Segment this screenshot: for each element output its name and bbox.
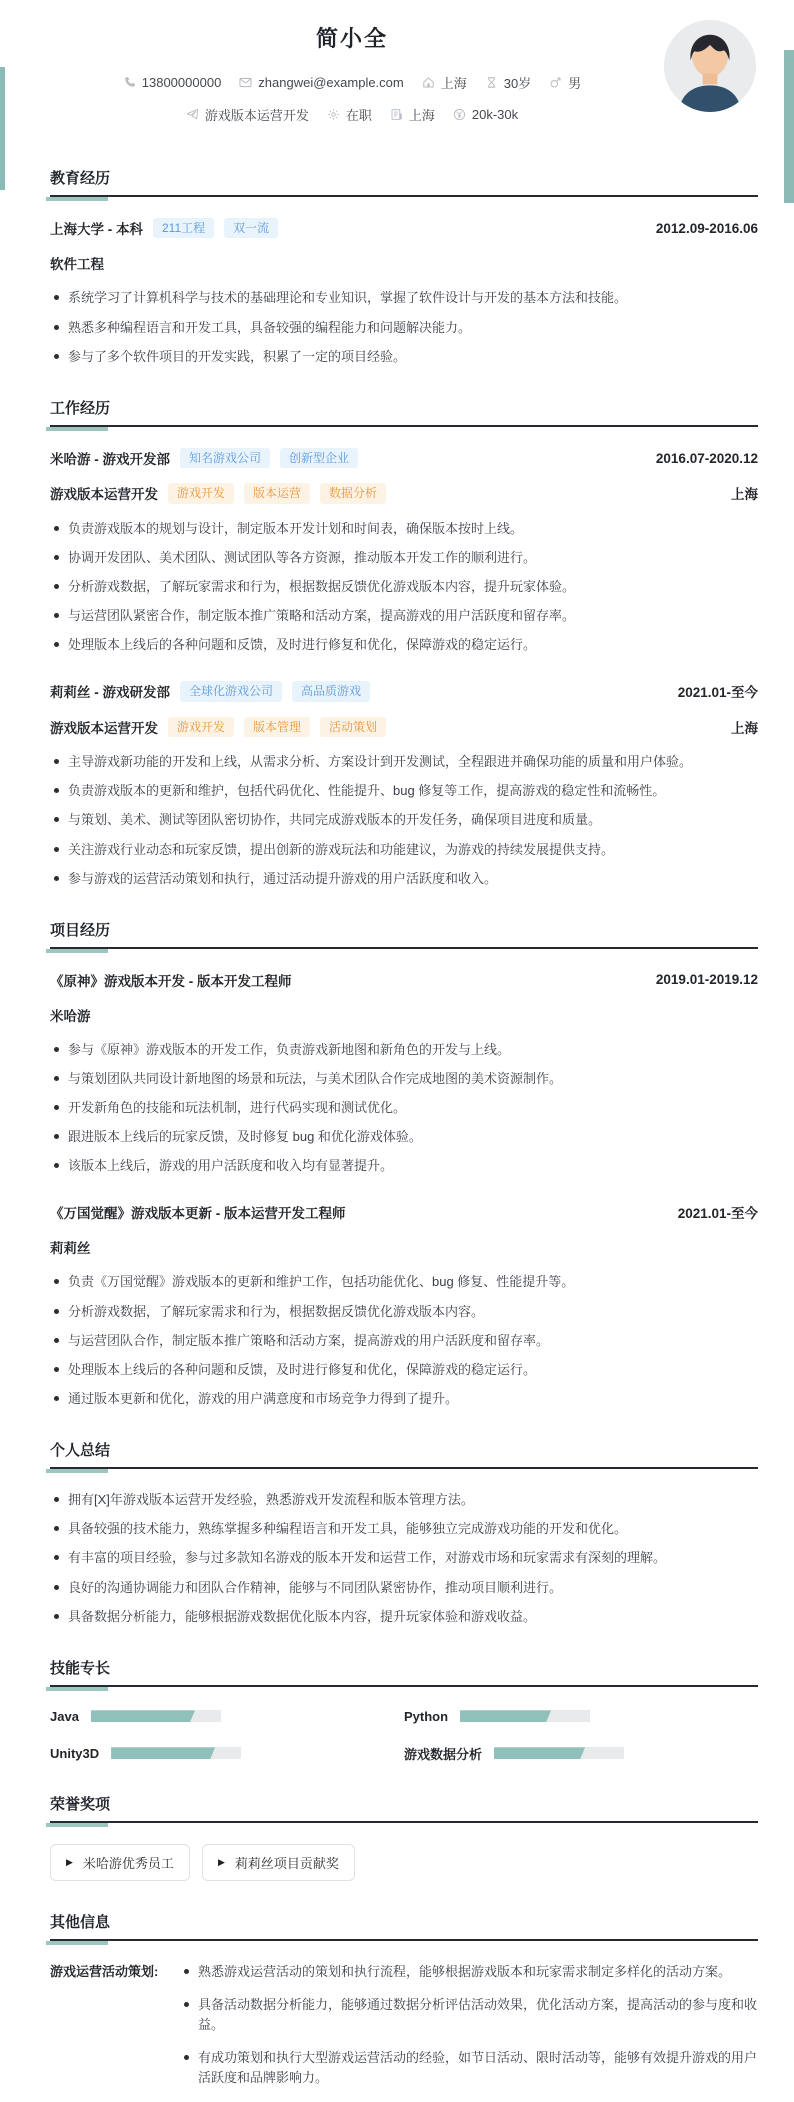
play-triangle-icon: ▶ <box>217 1856 225 1867</box>
role-tag: 版本运营 <box>244 483 310 503</box>
skill-item <box>404 1709 758 1724</box>
work-location: 上海 <box>731 720 758 736</box>
project-date: 2021.01-至今 <box>677 1206 758 1222</box>
work-entry <box>50 681 758 888</box>
project-company: 米哈游 <box>50 1008 91 1024</box>
company-tag: 知名游戏公司 <box>180 448 270 468</box>
bullet-item: 系统学习了计算机科学与技术的基础理论和专业知识，掌握了软件设计与开发的基本方法和技能。 <box>50 288 758 308</box>
skill-name: Python <box>404 1708 449 1724</box>
section-title: 项目经历 <box>50 921 111 939</box>
education-date: 2012.09-2016.06 <box>655 220 758 236</box>
bullet-item: 负责游戏版本的规划与设计，制定版本开发计划和时间表，确保版本按时上线。 <box>50 519 758 539</box>
skill-item <box>50 1744 404 1763</box>
bullet-item: 良好的沟通协调能力和团队合作精神，能够与不同团队紧密协作，推动项目顺利进行。 <box>50 1578 758 1598</box>
skill-name: Unity3D <box>50 1745 100 1761</box>
role-tag: 游戏开发 <box>168 483 234 503</box>
contact-phone: 13800000000 <box>123 75 222 90</box>
work-date: 2016.07-2020.12 <box>655 450 758 466</box>
resume-header <box>50 12 758 137</box>
city-icon <box>390 108 403 121</box>
honor-chip[interactable] <box>202 1844 355 1881</box>
header-main <box>50 12 654 137</box>
salary-icon <box>453 108 466 121</box>
project-bullets <box>50 1040 758 1177</box>
section-title: 教育经历 <box>50 170 111 187</box>
page-edge-accent-left <box>0 67 5 190</box>
project-date: 2019.01-2019.12 <box>655 972 758 988</box>
school-name: 上海大学 - 本科 <box>50 222 143 238</box>
education-bullets <box>50 288 758 366</box>
bullet-item: 关注游戏行业动态和玩家反馈，提出创新的游戏玩法和功能建议，为游戏的持续发展提供支持。 <box>50 840 758 860</box>
major-name: 软件工程 <box>50 257 104 273</box>
bullet-item: 熟悉多种编程语言和开发工具，具备较强的编程能力和问题解决能力。 <box>50 318 758 338</box>
bullet-item: 协调开发团队、美术团队、测试团队等各方资源，推动版本开发工作的顺利进行。 <box>50 548 758 568</box>
role-tag: 数据分析 <box>320 483 386 503</box>
bullet-item: 与运营团队紧密合作，制定版本推广策略和活动方案，提高游戏的用户活跃度和留存率。 <box>50 606 758 626</box>
avatar <box>664 20 756 112</box>
role-name: 游戏版本运营开发 <box>50 487 158 503</box>
bullet-item: 负责《万国觉醒》游戏版本的更新和维护工作，包括功能优化、bug 修复、性能提升等。 <box>50 1272 758 1292</box>
project-name: 《原神》游戏版本开发 - 版本开发工程师 <box>50 973 292 989</box>
mail-icon <box>239 76 252 89</box>
contact-gender: 男 <box>549 73 581 92</box>
skill-bar-track <box>91 1710 221 1722</box>
company-name: 莉莉丝 - 游戏研发部 <box>50 685 170 701</box>
bullet-item: 参与《原神》游戏版本的开发工作，负责游戏新地图和新角色的开发与上线。 <box>50 1040 758 1060</box>
section-head-skills <box>50 1657 758 1687</box>
bullet-item: 该版本上线后，游戏的用户活跃度和收入均有显著提升。 <box>50 1156 758 1176</box>
project-name: 《万国觉醒》游戏版本更新 - 版本运营开发工程师 <box>50 1206 346 1222</box>
section-head-other <box>50 1911 758 1941</box>
section-title: 个人总结 <box>50 1442 111 1460</box>
home-icon <box>422 76 435 89</box>
bullet-item: 分析游戏数据，了解玩家需求和行为，根据数据反馈优化游戏版本内容。 <box>50 1302 758 1322</box>
section-work <box>50 397 758 889</box>
phone-icon <box>123 76 136 89</box>
role-name: 游戏版本运营开发 <box>50 720 158 736</box>
project-entry <box>50 1202 758 1409</box>
section-head-work <box>50 397 758 427</box>
school-tag: 双一流 <box>224 218 278 238</box>
project-bullets <box>50 1272 758 1409</box>
company-tag: 高品质游戏 <box>292 681 370 701</box>
section-head-projects <box>50 919 758 949</box>
bullet-item: 参与游戏的运营活动策划和执行，通过活动提升游戏的用户活跃度和收入。 <box>50 869 758 889</box>
job-intention-icon <box>186 108 199 121</box>
contact-age: 30岁 <box>485 73 531 92</box>
section-projects <box>50 919 758 1409</box>
bullet-item: 与运营团队合作，制定版本推广策略和活动方案，提高游戏的用户活跃度和留存率。 <box>50 1331 758 1351</box>
section-summary <box>50 1439 758 1627</box>
section-head-summary <box>50 1439 758 1469</box>
section-head-honors <box>50 1793 758 1823</box>
skills-grid <box>50 1709 758 1763</box>
bullet-item: 具备数据分析能力，能够根据游戏数据优化版本内容，提升玩家体验和游戏收益。 <box>50 1607 758 1627</box>
skill-bar-fill <box>91 1710 195 1722</box>
skill-bar-track <box>460 1710 590 1722</box>
bullet-item: 有成功策划和执行大型游戏运营活动的经验，如节日活动、限时活动等，能够有效提升游戏的用户活跃度和品牌影响力。 <box>180 2048 758 2088</box>
bullet-item: 跟进版本上线后的玩家反馈，及时修复 bug 和优化游戏体验。 <box>50 1127 758 1147</box>
bullet-item: 与策划、美术、测试等团队密切协作，共同完成游戏版本的开发任务，确保项目进度和质量。 <box>50 810 758 830</box>
section-title: 技能专长 <box>50 1659 111 1677</box>
bullet-item: 负责游戏版本的更新和维护，包括代码优化、性能提升、bug 修复等工作，提高游戏的稳定性和流畅性。 <box>50 781 758 801</box>
skill-bar-fill <box>494 1747 585 1759</box>
skill-bar-track <box>494 1747 624 1759</box>
gender-icon <box>549 76 562 89</box>
contact-city: 上海 <box>390 105 435 124</box>
bullet-item: 参与了多个软件项目的开发实践，积累了一定的项目经验。 <box>50 347 758 367</box>
project-company: 莉莉丝 <box>50 1241 91 1257</box>
page-edge-accent-right <box>784 50 794 203</box>
bullet-item: 开发新角色的技能和玩法机制，进行代码实现和测试优化。 <box>50 1098 758 1118</box>
bullet-item: 处理版本上线后的各种问题和反馈，及时进行修复和优化，保障游戏的稳定运行。 <box>50 1360 758 1380</box>
project-entry <box>50 970 758 1177</box>
age-icon <box>485 76 498 89</box>
skill-bar-track <box>111 1747 241 1759</box>
education-entry <box>50 218 758 367</box>
candidate-name: 简小全 <box>315 26 388 51</box>
section-skills <box>50 1657 758 1763</box>
section-title: 荣誉奖项 <box>50 1795 111 1813</box>
skill-name: 游戏数据分析 <box>404 1746 483 1762</box>
section-education <box>50 167 758 367</box>
honor-label: 米哈游优秀员工 <box>82 1855 174 1871</box>
bullet-item: 具备较强的技术能力，熟练掌握多种编程语言和开发工具，能够独立完成游戏功能的开发和优化。 <box>50 1519 758 1539</box>
company-name: 米哈游 - 游戏开发部 <box>50 452 170 467</box>
work-bullets <box>50 752 758 889</box>
honors-list <box>50 1844 758 1881</box>
other-info-row <box>50 1962 758 2102</box>
section-title: 工作经历 <box>50 399 111 417</box>
bullet-item: 熟悉游戏运营活动的策划和执行流程，能够根据游戏版本和玩家需求制定多样化的活动方案。 <box>180 1962 758 1982</box>
section-honors <box>50 1793 758 1881</box>
summary-bullets <box>50 1490 758 1627</box>
bullet-item: 有丰富的项目经验，参与过多款知名游戏的版本开发和运营工作，对游戏市场和玩家需求有深刻的理解。 <box>50 1548 758 1568</box>
section-other <box>50 1911 758 2102</box>
skill-item <box>404 1744 758 1763</box>
contact-email: zhangwei@example.com <box>239 75 403 90</box>
contact-salary: 20k-30k <box>453 107 518 122</box>
company-tag: 全球化游戏公司 <box>180 681 282 701</box>
work-date: 2021.01-至今 <box>677 685 758 701</box>
bullet-item: 分析游戏数据，了解玩家需求和行为，根据数据反馈优化游戏版本内容，提升玩家体验。 <box>50 577 758 597</box>
bullet-item: 主导游戏新功能的开发和上线，从需求分析、方案设计到开发测试，全程跟进并确保功能的质量和用户体验。 <box>50 752 758 772</box>
work-bullets <box>50 519 758 656</box>
other-bullets <box>180 1962 758 2102</box>
skill-bar-fill <box>460 1710 551 1722</box>
work-location: 上海 <box>731 487 758 503</box>
section-head-education <box>50 167 758 197</box>
skill-bar-fill <box>111 1747 215 1759</box>
other-info-label: 游戏运营活动策划: <box>50 1963 159 1979</box>
contact-row-1 <box>50 73 654 92</box>
bullet-item: 具备活动数据分析能力，能够通过数据分析评估活动效果，优化活动方案，提高活动的参与度和收益。 <box>180 1995 758 2035</box>
honor-label: 莉莉丝项目贡献奖 <box>234 1855 339 1871</box>
bullet-item: 拥有[X]年游戏版本运营开发经验，熟悉游戏开发流程和版本管理方法。 <box>50 1490 758 1510</box>
skill-item <box>50 1709 404 1724</box>
school-tag: 211工程 <box>153 218 214 238</box>
bullet-item: 处理版本上线后的各种问题和反馈，及时进行修复和优化，保障游戏的稳定运行。 <box>50 635 758 655</box>
honor-chip[interactable] <box>50 1844 190 1881</box>
contact-row-2 <box>50 105 654 124</box>
company-tag: 创新型企业 <box>280 448 358 468</box>
section-title: 其他信息 <box>50 1913 111 1931</box>
contact-home: 上海 <box>422 73 467 92</box>
bullet-item: 与策划团队共同设计新地图的场景和玩法，与美术团队合作完成地图的美术资源制作。 <box>50 1069 758 1089</box>
skill-name: Java <box>50 1708 79 1724</box>
role-tag: 版本管理 <box>244 717 310 737</box>
job-status-icon <box>327 108 340 121</box>
bullet-item: 通过版本更新和优化，游戏的用户满意度和市场竞争力得到了提升。 <box>50 1389 758 1409</box>
role-tag: 游戏开发 <box>168 717 234 737</box>
contact-job-intention: 游戏版本运营开发 <box>186 105 309 124</box>
contact-job-status: 在职 <box>327 105 372 124</box>
role-tag: 活动策划 <box>320 717 386 737</box>
work-entry <box>50 448 758 655</box>
play-triangle-icon: ▶ <box>66 1856 73 1867</box>
